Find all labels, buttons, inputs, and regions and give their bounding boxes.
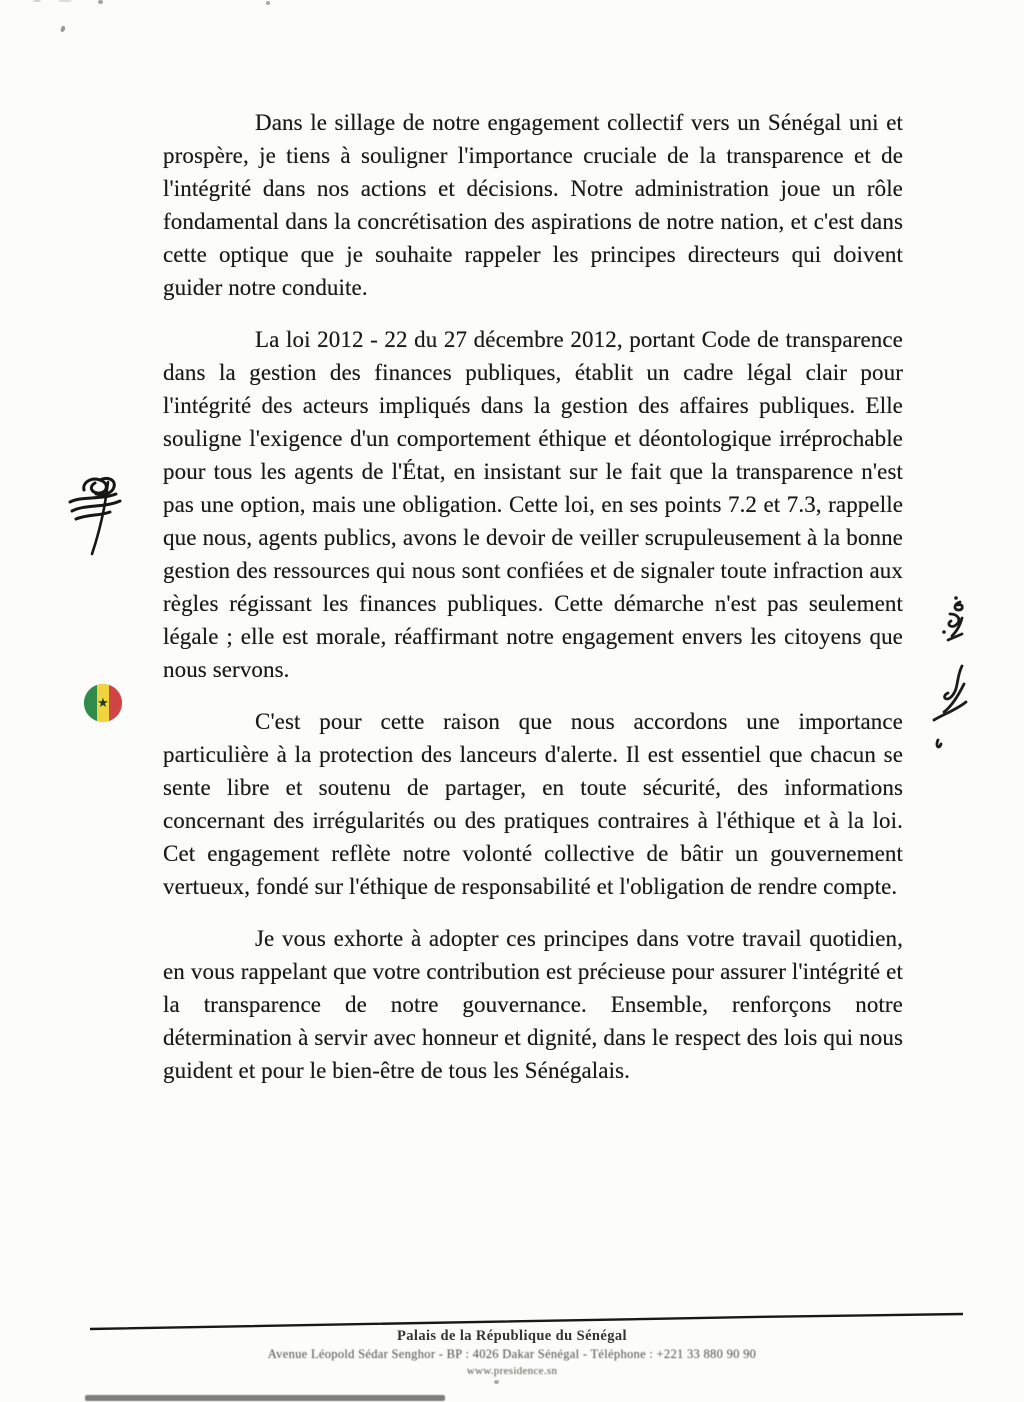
letter-body [163, 106, 903, 1106]
footer-website: www.presidence.sn [466, 1365, 558, 1377]
scan-speck [494, 1380, 499, 1384]
scan-speck [33, 0, 41, 2]
scan-speck [58, 0, 72, 2]
letter-paragraph-2: La loi 2012 - 22 du 27 décembre 2012, portant Code de transparence dans la gestion des finances publiques, établit un cadre légal clair pour l'intégrité des acteurs impliqués dans la gestion des affaires publiques. Elle souligne l'exigence d'un comportement éthique et déontologique irréprochable pour tous les agents de l'État, en insistant sur le fait que la transparence n'est pas une option, mais une obligation. Cette loi, en ses points 7.2 et 7.3, rappelle que nous, agents publics, avons le devoir de veiller scrupuleusement à la bonne gestion des ressources qui nous sont confiées et de signaler toute infraction aux règles régissant les finances publiques. Cette démarche n'est pas seulement légale ; elle est morale, réaffirmant notre engagement envers les citoyens que nous servons. [163, 327, 903, 682]
scan-edge-artifact [85, 1395, 445, 1401]
letterhead-footer [0, 1305, 1024, 1377]
handwritten-side-note [926, 588, 976, 778]
footer-address: Avenue Léopold Sédar Senghor - BP : 4026 Dakar Sénégal - Téléphone : +221 33 880 90 90 [267, 1347, 757, 1361]
scan-speck [98, 0, 103, 4]
scan-speck [60, 25, 66, 32]
senegal-flag-roundel-icon [84, 684, 122, 722]
letter-paragraph-1: Dans le sillage de notre engagement collectif vers un Sénégal uni et prospère, je tiens à souligner l'importance cruciale de la transparence et de l'intégrité dans nos actions et décisions. Notre administration joue un rôle fondamental dans la concrétisation des aspirations de notre nation, et c'est dans cette optique que je souhaite rappeler les principes directeurs qui doivent guider notre conduite. [163, 110, 903, 300]
handwritten-signature-mark [62, 474, 134, 560]
flag-star-icon: ★ [97, 695, 109, 711]
footer-institution: Palais de la République du Sénégal [397, 1328, 627, 1344]
scan-speck [266, 1, 270, 5]
letter-paragraph-3: C'est pour cette raison que nous accordons une importance particulière à la protection des lanceurs d'alerte. Il est essentiel que chacun se sente libre et soutenu de partager, en toute sécurité, des informations concernant des irrégularités ou des pratiques contraires à l'éthique et à la loi. Cet engagement reflète notre volonté collective de bâtir un gouvernement vertueux, fondé sur l'éthique de responsabilité et l'obligation de rendre compte. [163, 709, 903, 899]
letter-paragraph-4: Je vous exhorte à adopter ces principes dans votre travail quotidien, en vous rappelant que votre contribution est précieuse pour assurer l'intégrité et la transparence de notre gouvernance. Ensemble, renforçons notre détermination à servir avec honneur et dignité, dans le respect des lois qui nous guident et pour le bien-être de tous les Sénégalais. [163, 926, 903, 1083]
